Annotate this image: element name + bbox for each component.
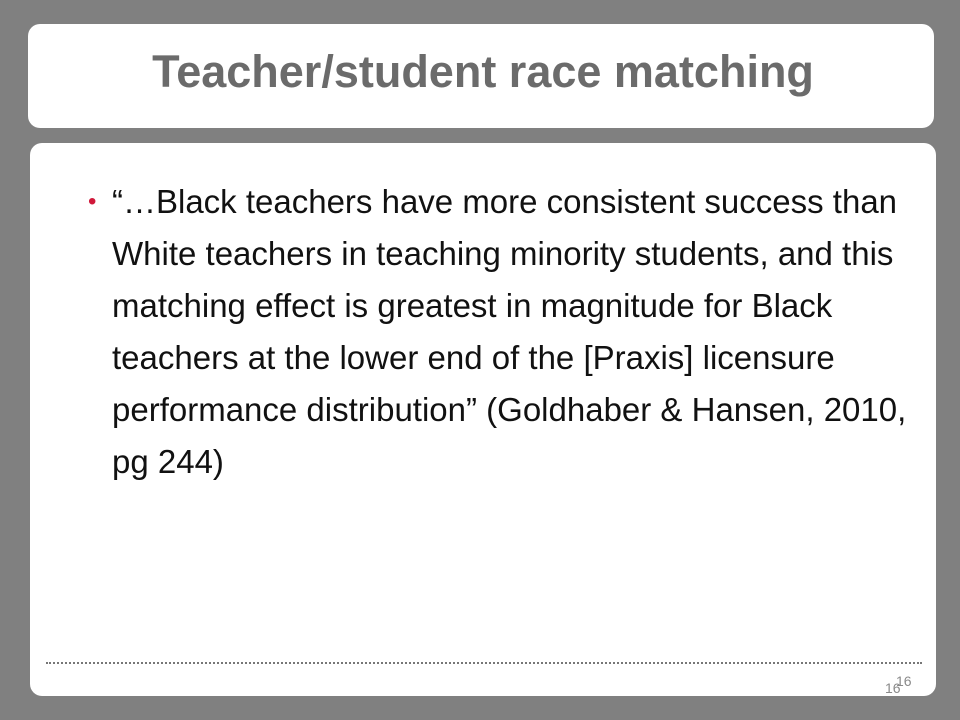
content-panel bbox=[30, 143, 936, 696]
bullet-marker-icon: • bbox=[88, 188, 97, 215]
slide-title: Teacher/student race matching bbox=[152, 46, 814, 97]
slide-number-duplicate: 16 bbox=[885, 680, 901, 696]
footer-divider bbox=[46, 662, 922, 664]
bullet-text: “…Black teachers have more consistent success than White teachers in teaching minority students, and this matching effect is greatest in magnitude for Black teachers at the lower end of the [Praxis] licensure performance distribution” (Goldhaber & Hansen, 2010, pg 244) bbox=[112, 183, 907, 480]
bullet-list bbox=[60, 176, 910, 488]
list-item bbox=[60, 176, 910, 488]
slide-number: 16 bbox=[896, 673, 912, 689]
title-panel bbox=[28, 24, 934, 128]
